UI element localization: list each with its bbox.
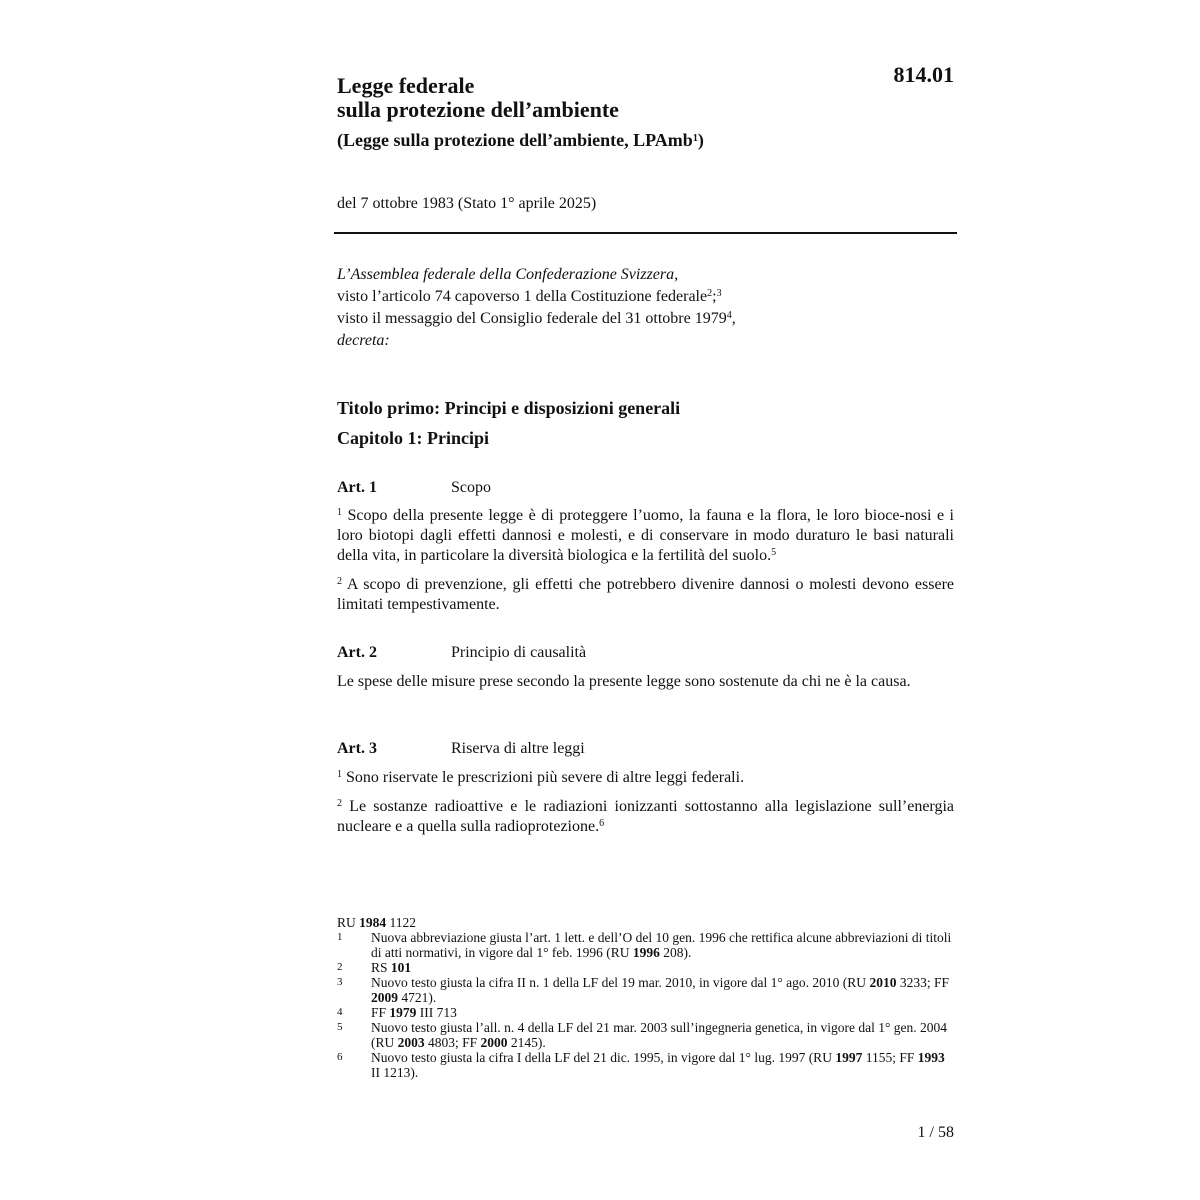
article-number: Art. 3 — [337, 740, 377, 757]
footnote-mark: 6 — [337, 1051, 343, 1063]
article-1-paragraph-2: $^2$ A scopo di prevenzione, gli effetti che potrebbero divenire dannosi o molesti devono essere limitati tempestivamente. — [337, 576, 955, 613]
article-3-paragraph-1: $^1$ Sono riservate le prescrizioni più severe di altre leggi federali. — [337, 769, 745, 786]
subtitle-text: (Legge sulla protezione dell’ambiente, LPAmb — [337, 130, 693, 150]
article-1-paragraph-1: $^1$ Scopo della presente legge è di proteggere l’uomo, la fauna e la flora, le loro bioce-nosi e i loro biotopi dagli effetti dannosi e molesti, e di conservare in modo duraturo le basi naturali della vita, in particolare la diversità biologica e la fertilità del suolo.$^5$ — [337, 507, 955, 564]
footnote-ref[interactable]: 1 — [692, 133, 698, 144]
subtitle-end: ) — [697, 130, 704, 150]
footnotes — [337, 915, 954, 1080]
title-line-2: sulla protezione dell’ambiente — [337, 97, 619, 122]
article-1-heading — [337, 479, 491, 497]
footnote-ref[interactable]: 2 — [707, 288, 713, 299]
paragraph-number: 2 — [337, 798, 342, 809]
preamble-line-1: visto l’articolo 74 capoverso 1 della Costituzione federale$^2$;$^3$ — [337, 288, 722, 305]
article-3-heading — [337, 740, 585, 758]
article-title: Principio di causalità — [451, 644, 587, 661]
footnote-ref[interactable]: 5 — [771, 547, 777, 558]
footnote: 4 FF 1979 III 713 — [337, 1005, 457, 1020]
paragraph-number: 2 — [337, 576, 342, 587]
preamble-assembly: L’Assemblea federale della Confederazione Svizzera, — [337, 266, 679, 283]
title-line-1: Legge federale — [337, 73, 475, 98]
footnote: 6 Nuovo testo giusta la cifra I della LF del 21 dic. 1995, in vigore dal 1° lug. 1997 (RU 1997 1155; FF 1993 II 1213). — [337, 1050, 945, 1080]
footnote: 5 Nuovo testo giusta l’all. n. 4 della LF del 21 mar. 2003 sull’ingegneria genetica, in vigore dal 1° gen. 2004 (RU 2003 4803; FF 2000 2145). — [337, 1020, 948, 1050]
footnote-mark: 1 — [337, 931, 343, 943]
footnote-mark: 4 — [337, 1006, 343, 1018]
official-compilation-ref: RU 1984 1122 — [337, 915, 417, 930]
preamble-line-2: visto il messaggio del Consiglio federale del 31 ottobre 1979$^4$, — [337, 310, 736, 327]
document-subtitle — [337, 130, 704, 151]
header-divider — [334, 232, 957, 234]
paragraph-number: 1 — [337, 507, 342, 518]
article-2-paragraph: Le spese delle misure prese secondo la presente legge sono sostenute da chi ne è la causa. — [337, 673, 911, 690]
page-number: 1 / 58 — [917, 1124, 954, 1141]
chapter-heading: Capitolo 1: Principi — [337, 428, 489, 448]
preamble — [337, 264, 957, 352]
article-title: Riserva di altre leggi — [451, 740, 585, 757]
footnote: 3 Nuovo testo giusta la cifra II n. 1 della LF del 19 mar. 2010, in vigore dal 1° ago. 2010 (RU 2010 3233; FF 2009 4721). — [337, 975, 949, 1005]
document-date: del 7 ottobre 1983 (Stato 1° aprile 2025) — [337, 195, 597, 212]
footnote-mark: 3 — [337, 976, 343, 988]
paragraph-number: 1 — [337, 769, 342, 780]
sr-number: 814.01 — [893, 62, 954, 87]
footnote: 2 RS 101 — [337, 960, 412, 975]
article-title: Scopo — [451, 479, 491, 496]
footnote-mark: 5 — [337, 1021, 343, 1033]
preamble-decreta: decreta: — [337, 332, 390, 349]
title-heading: Titolo primo: Principi e disposizioni generali — [337, 398, 681, 418]
article-3-paragraph-2: $^2$ Le sostanze radioattive e le radiazioni ionizzanti sottostanno alla legislazione sull’energia nucleare e a quella sulla radioprotezione.$^6$ — [337, 798, 955, 835]
article-number: Art. 2 — [337, 644, 377, 661]
footnote-ref[interactable]: 6 — [599, 818, 605, 829]
document-title — [337, 74, 619, 122]
article-2-heading — [337, 644, 586, 662]
footnote-ref[interactable]: 3 — [716, 288, 722, 299]
article-number: Art. 1 — [337, 479, 377, 496]
footnote-ref[interactable]: 4 — [726, 310, 732, 321]
footnote: 1 Nuova abbreviazione giusta l’art. 1 lett. e dell’O del 10 gen. 1996 che rettifica alcune abbreviazioni di titoli di atti normativi, in vigore dal 1° feb. 1996 (RU 1996 208). — [337, 930, 952, 960]
footnote-mark: 2 — [337, 961, 343, 973]
